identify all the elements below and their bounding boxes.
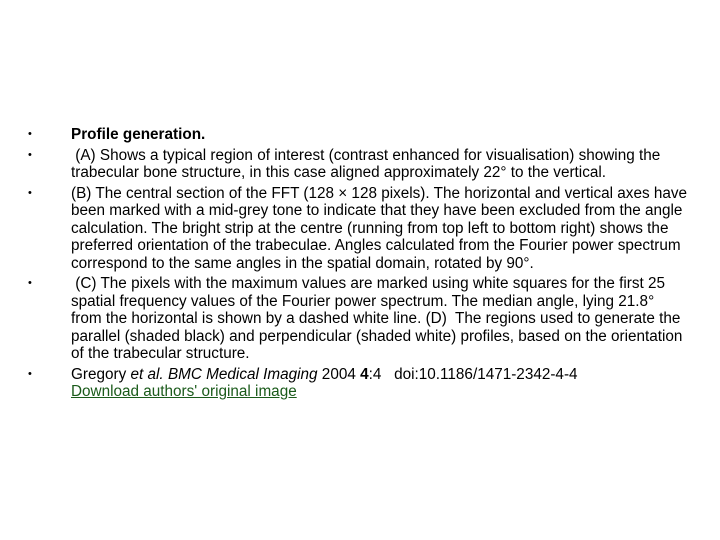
download-original-image-link[interactable]: Download authors' original image — [71, 383, 297, 401]
citation-etal: et al. — [130, 365, 164, 383]
list-item — [28, 147, 688, 182]
bullet-icon: • — [28, 128, 32, 140]
citation — [71, 366, 578, 383]
citation-issue-doi: :4 doi:10.1186/1471-2342-4-4 — [368, 365, 578, 383]
bullet-icon: • — [28, 148, 32, 161]
citation-journal: BMC Medical Imaging — [167, 365, 318, 383]
bullet-icon: • — [28, 277, 32, 290]
list-item — [28, 366, 688, 401]
bullet-icon: • — [28, 187, 32, 199]
caption-panel-b: (B) The central section of the FFT (128 × 128 pixels). The horizontal and vertical axes have been marked with a mid-grey tone to indicate that they have been excluded from the angle calculation. The bright strip at the centre (running from top left to bottom right) shows the preferred orientation of the trabeculae. Angles calculated from the Fourier power spectrum correspond to the same angles in the spatial domain, rotated by 90°. — [71, 185, 688, 272]
list-item — [28, 185, 688, 272]
citation-volume: 4 — [360, 365, 369, 383]
citation-author: Gregory — [71, 365, 131, 383]
caption-panel-a: (A) Shows a typical region of interest (contrast enhanced for visualisation) showing the trabecular bone structure, in this case aligned approximately 22° to the vertical. — [71, 146, 665, 182]
list-item — [28, 275, 688, 362]
caption-panel-c-d: (C) The pixels with the maximum values are marked using white squares for the first 25 spatial frequency values of the Fourier power spectrum. The median angle, lying 21.8° from the horizontal is shown by a dashed white line. (D) The regions used to generate the parallel (shaded black) and perpendicular (shaded white) profiles, based on the orientation of the trabecular structure. — [71, 275, 687, 363]
list-item — [28, 126, 688, 143]
bullet-icon: • — [28, 367, 32, 380]
bullet-list — [28, 126, 688, 404]
citation-year: 2004 — [317, 365, 361, 383]
caption-title: Profile generation. — [71, 126, 206, 143]
